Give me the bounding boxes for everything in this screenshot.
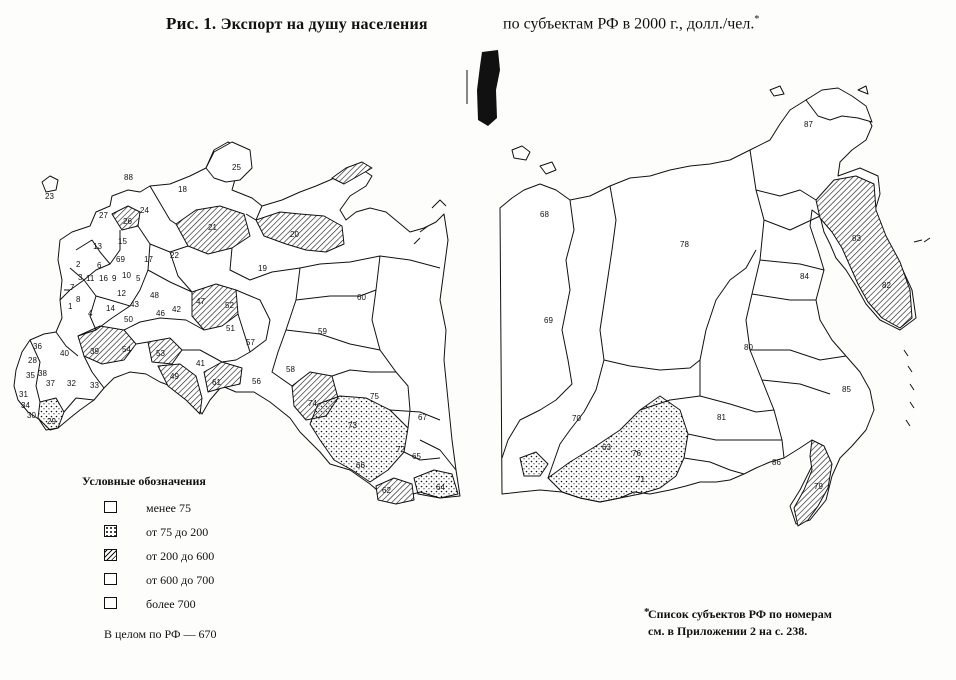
map-right-half [500, 86, 930, 526]
legend-heading: Условные обозначения [82, 474, 206, 488]
region-label: 79 [814, 482, 823, 491]
region-label: 33 [90, 381, 99, 390]
region-label: 22 [170, 251, 179, 260]
region-label: 81 [717, 413, 726, 422]
region-label: 35 [26, 371, 35, 380]
region-label: 49 [170, 372, 179, 381]
region-label: 17 [144, 255, 153, 264]
legend-item-below-75 [104, 501, 214, 525]
region-label: 64 [436, 483, 445, 492]
region-label: 57 [246, 338, 255, 347]
legend-label: от 600 до 700 [146, 573, 215, 587]
region-label: 41 [196, 359, 205, 368]
region-label: 9 [112, 274, 117, 283]
legend-swatch-blank [104, 597, 117, 609]
legend-item-75-200 [104, 525, 214, 549]
title-asterisk: * [754, 14, 760, 25]
scan-artifact [477, 50, 500, 126]
region-label: 20 [290, 230, 299, 239]
region-label: 27 [99, 211, 108, 220]
region-label: 63 [602, 443, 611, 452]
legend-label: менее 75 [146, 501, 191, 515]
map-legend [82, 474, 214, 621]
region-label: 82 [882, 281, 891, 290]
legend-label: более 700 [146, 597, 196, 611]
region-label: 86 [772, 458, 781, 467]
region-label: 69 [544, 316, 553, 325]
region-label: 24 [140, 206, 149, 215]
region-label: 43 [130, 300, 139, 309]
region-label: 67 [418, 413, 427, 422]
kamchatka-hatch [816, 176, 912, 328]
region-label: 42 [172, 305, 181, 314]
region-label: 15 [118, 237, 127, 246]
region-label: 51 [226, 324, 235, 333]
region-label: 13 [93, 242, 102, 251]
region-label: 4 [88, 309, 93, 318]
region-label: 32 [67, 379, 76, 388]
region-label: 23 [45, 192, 54, 201]
legend-label: от 75 до 200 [146, 525, 209, 539]
region-label: 7 [70, 283, 75, 292]
region-label: 19 [258, 264, 267, 273]
region-label: 54 [122, 345, 131, 354]
title-text-right: по субъектам РФ в 2000 г., долл./чел. [503, 15, 755, 33]
region-label: 36 [33, 342, 42, 351]
region-label: 59 [318, 327, 327, 336]
region-label: 14 [106, 304, 115, 313]
region-label: 11 [86, 274, 95, 283]
region-label: 75 [370, 392, 379, 401]
region-label: 84 [800, 272, 809, 281]
legend-total-russia: В целом по РФ — 670 [104, 627, 217, 641]
region-label: 3 [78, 273, 83, 282]
region-label: 66 [356, 461, 365, 470]
region-label: 12 [117, 289, 126, 298]
region-label: 50 [124, 315, 133, 324]
footnote-marker: * [644, 606, 650, 618]
legend-item-above-700 [104, 597, 214, 621]
kuril-islands [904, 238, 930, 426]
region-label: 68 [540, 210, 549, 219]
region-label: 65 [412, 452, 421, 461]
region-label: 58 [286, 365, 295, 374]
region-label: 5 [136, 274, 141, 283]
region-label: 83 [852, 234, 861, 243]
legend-label: от 200 до 600 [146, 549, 215, 563]
region-label: 88 [124, 173, 133, 182]
region-label: 78 [680, 240, 689, 249]
region-label: 62 [382, 486, 391, 495]
region-label: 85 [842, 385, 851, 394]
region-label: 40 [60, 349, 69, 358]
region-label: 76 [632, 449, 641, 458]
region-label: 37 [46, 379, 55, 388]
map-right-outline [500, 92, 916, 524]
legend-item-200-600 [104, 549, 214, 573]
region-label: 2 [76, 260, 81, 269]
region-label: 48 [150, 291, 159, 300]
region-label: 70 [572, 414, 581, 423]
region-label: 71 [636, 475, 645, 484]
region-label: 18 [178, 185, 187, 194]
region-label: 6 [97, 261, 102, 270]
region-label: 38 [38, 369, 47, 378]
region-label: 60 [357, 293, 366, 302]
region-label: 31 [19, 390, 28, 399]
region-label: 25 [232, 163, 241, 172]
region-label: 29 [47, 417, 56, 426]
region-label: 39 [90, 347, 99, 356]
region-label: 30 [27, 411, 36, 420]
region-label: 53 [156, 349, 165, 358]
region-label: 16 [99, 274, 108, 283]
region-label: 74 [308, 399, 317, 408]
region-label: 80 [744, 343, 753, 352]
map-left-half [14, 142, 460, 504]
region-label: 8 [76, 295, 81, 304]
region-label: 87 [804, 120, 813, 129]
figure-label: Рис. 1. [166, 14, 217, 33]
region-label: 47 [196, 297, 205, 306]
kaliningrad [42, 176, 58, 192]
footnote-line-2: см. в Приложении 2 на с. 238. [648, 624, 808, 638]
title-text-left: Экспорт на душу населения [220, 16, 428, 33]
region-label: 72 [396, 445, 405, 454]
kola-peninsula [206, 142, 252, 182]
region-label: 56 [252, 377, 261, 386]
legend-swatch-hatch [104, 549, 117, 561]
region-label: 21 [208, 223, 217, 232]
legend-swatch-dots [104, 525, 117, 537]
region-label: 69 [116, 255, 125, 264]
region-label: 34 [21, 401, 30, 410]
region-label: 26 [123, 217, 132, 226]
region-label: 52 [225, 301, 234, 310]
region-label: 28 [28, 356, 37, 365]
legend-item-600-700 [104, 573, 214, 597]
legend-swatch-blank [104, 573, 117, 585]
region-label: 61 [212, 378, 221, 387]
region-label: 46 [156, 309, 165, 318]
legend-swatch-blank [104, 501, 117, 513]
footnote-line-1: Список субъектов РФ по номерам [648, 607, 832, 621]
region-label: 10 [122, 271, 131, 280]
region-label: 1 [68, 302, 73, 311]
sakhalin [794, 440, 832, 526]
footnote [644, 606, 832, 640]
region-label: 73 [348, 421, 357, 430]
